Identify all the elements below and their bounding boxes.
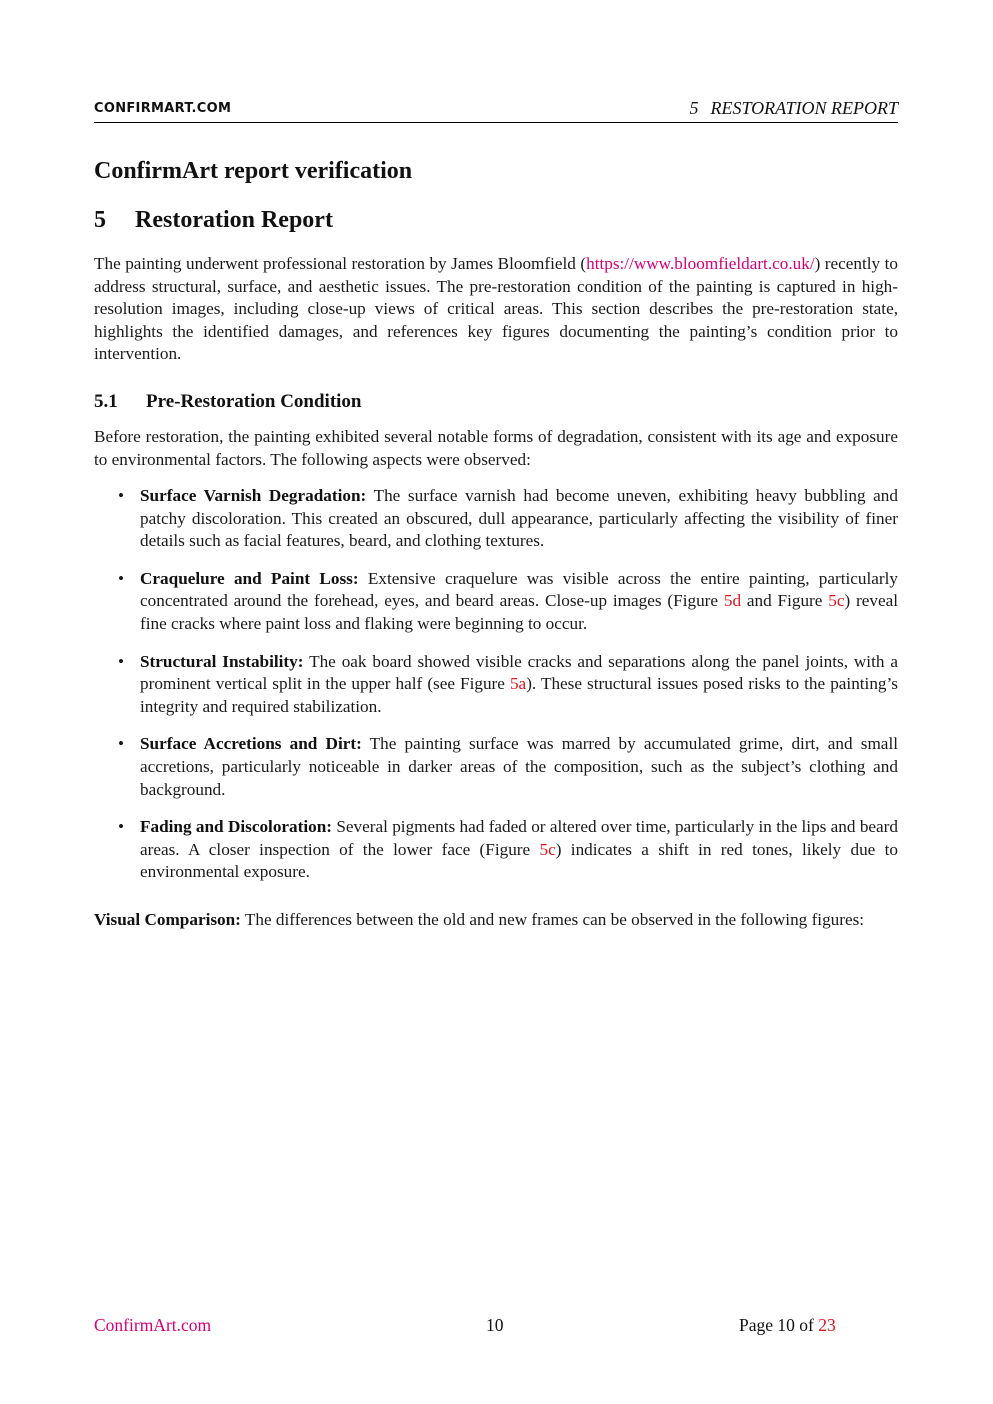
list-item	[94, 651, 898, 719]
page-footer	[94, 1315, 898, 1339]
footer-page-prefix: Page 10 of	[739, 1315, 819, 1335]
header-logo: CONFIRMART.COM	[94, 100, 232, 117]
bullet-icon: •	[118, 651, 125, 671]
list-item-text: ). These structural issues posed risks to the painting’s integrity and required stabilization.	[140, 674, 898, 716]
section-title: Restoration Report	[135, 207, 333, 233]
header-section-title: RESTORATION REPORT	[710, 98, 898, 118]
list-item-text: The painting surface was marred by accumulated grime, dirt, and small accretions, particularly noticeable in darker areas of the composition, such as the subject’s clothing and background.	[140, 734, 898, 799]
list-item	[94, 733, 898, 801]
list-item	[94, 568, 898, 636]
figure-reference-link[interactable]: 5c	[828, 591, 845, 611]
figure-reference-link[interactable]: 5d	[723, 591, 742, 611]
footer-total-pages-link[interactable]: 23	[818, 1315, 836, 1335]
page-header	[94, 98, 898, 123]
list-item-label: Fading and Discoloration:	[140, 817, 333, 837]
list-item	[94, 816, 898, 884]
intro-text-after-link: ) recently to address structural, surface, and aesthetic issues. The pre-restoration condition of the painting is captured in high-resolution images, including close-up views of critical areas. This section describes the pre-restoration state, highlights the identified damages, and references key figures documenting the painting’s condition prior to intervention.	[94, 254, 898, 364]
visual-comparison-text: The differences between the old and new frames can be observed in the following figures:	[240, 910, 865, 929]
subsection-intro-paragraph: Before restoration, the painting exhibited several notable forms of degradation, consistent with its age and exposure to environmental factors. The following aspects were observed:	[94, 427, 898, 469]
list-item-text: and Figure	[741, 591, 829, 611]
bullet-icon: •	[118, 486, 125, 505]
section-number: 5	[94, 207, 106, 233]
list-item-text: ) reveal fine cracks where paint loss and flaking were beginning to occur.	[140, 591, 898, 633]
visual-comparison-label: Visual Comparison:	[94, 910, 241, 929]
list-item-text: The oak board showed visible cracks and separations along the panel joints, with a prominent vertical split in the upper half (see Figure	[140, 651, 898, 694]
subsection-title: Pre-Restoration Condition	[146, 391, 362, 412]
list-item-text: The surface varnish had become uneven, exhibiting heavy bubbling and patchy discoloration. This created an obscured, dull appearance, particularly affecting the visibility of finer details such as facial features, beard, and clothing textures.	[140, 486, 898, 551]
section-heading	[94, 207, 333, 234]
figure-reference-link[interactable]: 5a	[509, 674, 527, 694]
footer-page-number: 10	[486, 1315, 504, 1335]
list-item-text: Extensive craquelure was visible across the entire painting, particularly concentrated around the forehead, eyes, and beard areas. Close-up images (Figure	[140, 568, 898, 611]
list-item-label: Craquelure and Paint Loss:	[140, 568, 359, 588]
intro-text-before-link: The painting underwent professional restoration by James Bloomfield (	[94, 254, 587, 273]
bullet-icon: •	[118, 568, 125, 588]
list-item	[94, 485, 898, 553]
visual-comparison-paragraph	[94, 909, 898, 932]
footer-page-count	[739, 1315, 836, 1336]
restorer-website-link[interactable]: https://www.bloomfieldart.co.uk/	[586, 254, 815, 273]
list-item-label: Structural Instability:	[140, 651, 304, 671]
footer-site-link[interactable]: ConfirmArt.com	[94, 1315, 212, 1335]
list-item-text: ) indicates a shift in red tones, likely due to environmental exposure.	[140, 839, 898, 882]
condition-list	[94, 485, 898, 899]
document-title: ConfirmArt report verification	[94, 158, 413, 184]
subsection-number: 5.1	[94, 391, 118, 412]
header-section-number: 5	[689, 98, 699, 118]
list-item-label: Surface Varnish Degradation:	[140, 486, 367, 505]
header-section-label	[690, 98, 899, 119]
section-intro-paragraph	[94, 253, 898, 366]
figure-reference-link[interactable]: 5c	[539, 839, 556, 859]
bullet-icon: •	[118, 817, 125, 837]
bullet-icon: •	[118, 734, 125, 754]
list-item-label: Surface Accretions and Dirt:	[140, 734, 362, 754]
list-item-text: Several pigments had faded or altered over time, particularly in the lips and beard areas. A closer inspection of the lower face (Figure	[140, 817, 898, 859]
document-page	[94, 0, 898, 1404]
subsection-heading	[94, 391, 362, 413]
